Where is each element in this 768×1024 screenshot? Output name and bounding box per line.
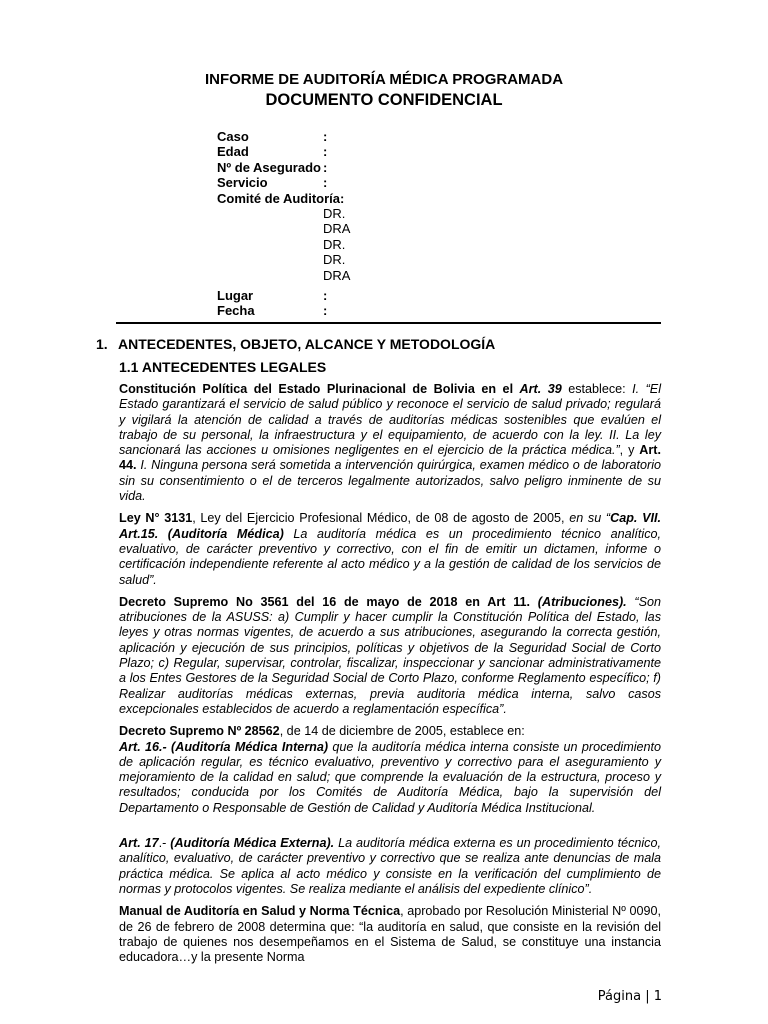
text-bold-italic: Cap. VII. Art.15. (Auditoría Médica)	[119, 511, 661, 541]
text-bold: Art. 44.	[119, 443, 661, 473]
field-caso	[217, 129, 350, 144]
committee-member: DRA	[323, 267, 351, 283]
field-colon: :	[323, 303, 328, 319]
field-label-fecha: Fecha	[217, 303, 255, 319]
paragraph-manual	[119, 904, 661, 965]
field-fecha	[217, 303, 350, 318]
confidential-subtitle: DOCUMENTO CONFIDENCIAL	[265, 91, 503, 109]
text: , aprobado por Resolución Ministerial Nº 0090, de 26 de febrero de 2008 determina que: “la auditoría en salud, que consiste en la revisión del trabajo de quienes nos desempeñamos en el Sistema de Salud, se constituye una instancia educadora…y la presente Norma	[119, 904, 662, 965]
report-title: INFORME DE AUDITORÍA MÉDICA PROGRAMADA	[204, 71, 564, 88]
field-lugar	[217, 288, 350, 303]
committee-member: DR.	[323, 206, 346, 222]
text-bold-italic: Art. 39	[519, 382, 562, 396]
case-fields	[217, 129, 350, 319]
text-bold: Decreto Supremo No 3561 del 16 de mayo de 2018 en Art 11.	[119, 594, 538, 609]
field-colon: :	[323, 144, 328, 160]
text-bold: Ley N° 3131	[119, 511, 193, 526]
text-bold: Constitución Política del Estado Plurinacional de Bolivia en el	[119, 382, 520, 396]
paragraph-constitucion	[119, 382, 661, 504]
field-label-caso: Caso	[217, 129, 249, 144]
field-colon: :	[323, 129, 328, 144]
text: , Ley del Ejercicio Profesional Médico, de 08 de agosto de 2005,	[192, 511, 570, 526]
text-bold-italic: (Auditoría Médica Externa).	[170, 836, 335, 851]
text-italic: I. Ninguna persona será sometida a intervención quirúrgica, examen médico o de laboratorio sin su consentimiento o el de terceros legalmente autorizados, salvo peligro inminente de su vida.	[119, 458, 661, 504]
field-label-servicio: Servicio	[217, 175, 268, 191]
text: , y	[619, 443, 640, 458]
paragraph-ds-28562	[119, 724, 661, 739]
paragraph-ley-3131	[119, 511, 661, 587]
field-colon: :	[323, 288, 328, 304]
text: establece:	[561, 382, 633, 396]
text-bold-italic: Art. 17	[119, 836, 159, 851]
field-edad	[217, 144, 350, 159]
text-bold-italic: Art. 16.- (Auditoría Médica Interna)	[119, 739, 329, 754]
section-title: ANTECEDENTES, OBJETO, ALCANCE Y METODOLOGÍA	[118, 336, 496, 352]
text: .-	[158, 836, 171, 851]
text-italic: que la auditoría médica interna consiste un procedimiento de aplicación regular, es técnico evaluativo, preventivo y correctivo para el aseguramiento y mejoramiento de la calidad en salud; que comprende la evaluación de la estructura, proceso y resultados; conducida por los Comités de Auditoría Médica, bajo la supervisión del Departamento o Responsable de Gestión de Calidad y Auditoría Médica Institucional.	[119, 739, 661, 815]
field-asegurado	[217, 160, 350, 175]
page-footer	[598, 989, 662, 1004]
text: , de 14 de diciembre de 2005, establece en:	[279, 724, 525, 739]
field-comite	[217, 191, 350, 206]
text-italic: La auditoría médica externa es un procedimiento técnico, analítico, evaluativo, de carácter preventivo y correctivo que se realiza ante denuncias de mala práctica médica. Se aplica al acto médico y consiste en la verificación del cumplimiento de normas y protocolos vigentes. Se realiza mediante el análisis del expediente clínico”.	[119, 836, 661, 896]
text-italic: La auditoría médica es un procedimiento técnico analítico, evaluativo, de carácter preventivo y correctivo, con el fin de emitir un dictamen, informe o certificación independiente referente al acto médico y a la gestión de calidad de los servicios de salud”.	[119, 526, 661, 587]
field-label-asegurado: Nº de Asegurado	[217, 159, 321, 175]
field-servicio	[217, 175, 350, 190]
text-italic: “Son atribuciones de la ASUSS: a) Cumplir y hacer cumplir la Constitución Política del Estado, las leyes y otras normas vigentes, de acuerdo a sus atribuciones, asegurando la correcta gestión, aplicación y ejecución de sus principios, políticas y objetivos de la Seguridad Social de Corto Plazo; c) Regular, supervisar, controlar, fiscalizar, inspeccionar y sancionar administrativamente a los Entes Gestores de la Seguridad Social de Corto Plazo, conforme Reglamento específico; f) Realizar auditorías médicas externas, previa auditoria médica interna, salvo casos excepcionales establecidos de acuerdo a reglamentación específica”.	[119, 594, 661, 716]
section-number: 1.	[96, 336, 108, 352]
paragraph-art-17	[119, 836, 661, 897]
field-label-lugar: Lugar	[217, 288, 254, 304]
field-label-comite: Comité de Auditoría:	[217, 190, 345, 206]
field-colon: :	[323, 175, 328, 191]
text-bold-italic: (Atribuciones).	[537, 594, 627, 609]
paragraph-art-16	[119, 740, 661, 816]
subsection-heading: 1.1 ANTECEDENTES LEGALES	[119, 359, 327, 375]
text-bold: Manual de Auditoría en Salud y Norma Técnica	[119, 904, 401, 919]
paragraph-ds-3561	[119, 595, 661, 717]
field-colon: :	[323, 159, 328, 175]
text-bold: Decreto Supremo Nº 28562	[119, 724, 280, 739]
section-heading	[96, 336, 495, 352]
document-body	[119, 382, 661, 972]
page-separator: |	[645, 989, 650, 1004]
field-label-edad: Edad	[217, 144, 249, 160]
header-divider	[116, 322, 661, 324]
committee-member: DRA	[323, 221, 351, 237]
committee-member: DR.	[323, 252, 346, 268]
page-number: 1	[653, 989, 662, 1004]
text-italic: en su “	[569, 511, 611, 526]
page-label: Página	[597, 989, 642, 1004]
committee-member: DR.	[323, 236, 346, 252]
text-italic: I. “El Estado garantizará el servicio de salud público y reconoce el servicio de salud privado; regulará y vigilará la atención de calidad a través de auditorías médicas sostenibles que evalúen el trabajo de su personal, la infraestructura y el equipamiento, de acuerdo con la ley. II. La ley sancionará las acciones u omisiones negligentes en el ejercicio de la práctica médica.”	[119, 382, 661, 458]
